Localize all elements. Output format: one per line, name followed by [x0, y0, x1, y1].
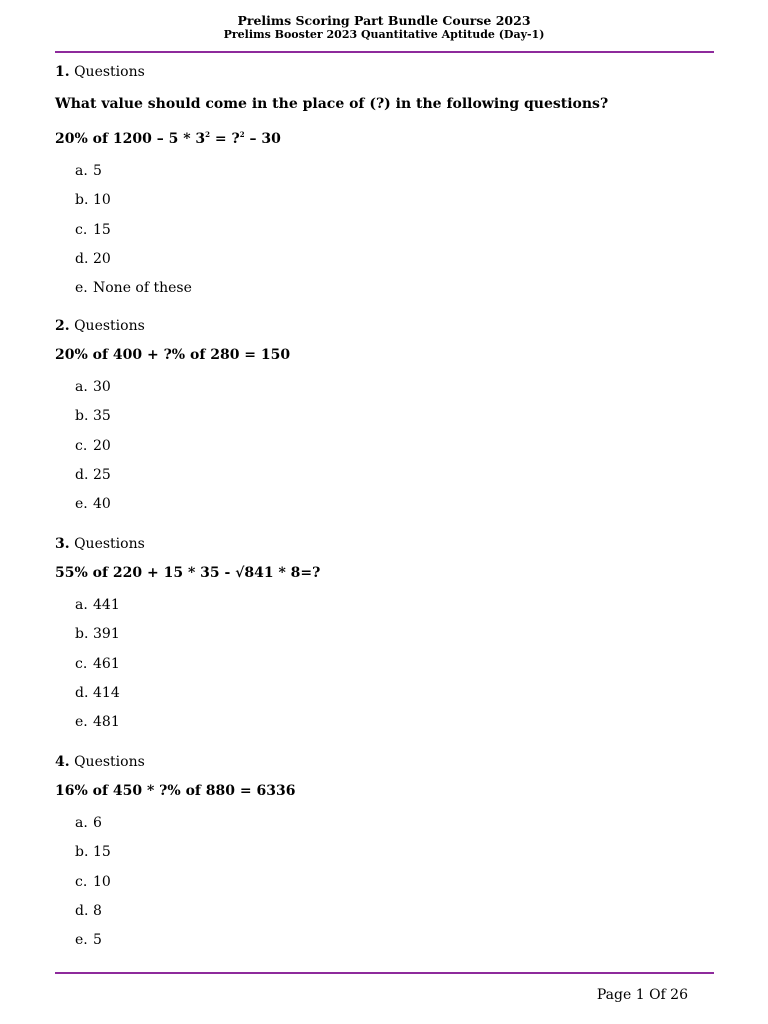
exponent: 2 — [239, 130, 245, 139]
option-letter: a. — [75, 163, 88, 179]
option-letter: d. — [75, 902, 89, 919]
option-text: 15 — [93, 221, 111, 238]
question-2 — [55, 317, 715, 524]
option-a[interactable] — [55, 596, 715, 625]
question-expression: 55% of 220 + 15 * 35 - √841 * 8=? — [55, 565, 321, 581]
question-heading — [55, 753, 715, 771]
option-c[interactable] — [55, 873, 715, 902]
option-letter: b. — [75, 408, 89, 425]
option-letter: a. — [75, 597, 88, 613]
option-text: 10 — [93, 192, 111, 209]
expression-part: – 30 — [244, 131, 281, 147]
footer-divider — [55, 972, 714, 974]
option-text: 461 — [93, 655, 120, 672]
option-c[interactable] — [55, 655, 715, 684]
course-subtitle: Prelims Booster 2023 Quantitative Aptitude (Day-1) — [223, 28, 545, 41]
option-text: 35 — [93, 408, 111, 425]
page-number: Page 1 Of 26 — [596, 987, 688, 1003]
option-letter: e. — [75, 496, 88, 512]
page-header — [0, 13, 768, 41]
option-text: 6 — [93, 815, 102, 831]
option-text: 5 — [93, 163, 102, 179]
question-number: 4. — [55, 754, 70, 770]
option-letter: d. — [75, 684, 89, 701]
option-b[interactable] — [55, 843, 715, 872]
course-title: Prelims Scoring Part Bundle Course 2023 — [237, 13, 531, 28]
option-a[interactable] — [55, 162, 715, 191]
option-letter: c. — [75, 221, 88, 238]
question-label: Questions — [74, 536, 145, 552]
question-number: 3. — [55, 536, 70, 552]
question-3 — [55, 535, 715, 742]
expression-part: 20% of 1200 – 5 * 3 — [55, 131, 206, 147]
expression-part: = ? — [210, 131, 240, 147]
option-a[interactable] — [55, 814, 715, 843]
question-label: Questions — [74, 64, 145, 80]
options-list — [55, 814, 715, 960]
option-letter: c. — [75, 655, 88, 672]
question-heading — [55, 535, 715, 553]
option-c[interactable] — [55, 437, 715, 466]
option-text: 481 — [93, 714, 120, 730]
option-letter: b. — [75, 844, 89, 861]
option-text: None of these — [93, 280, 192, 296]
option-e[interactable] — [55, 279, 715, 308]
exponent: 2 — [205, 130, 211, 139]
option-letter: d. — [75, 250, 89, 267]
option-letter: b. — [75, 626, 89, 643]
option-text: 5 — [93, 932, 102, 948]
option-letter: c. — [75, 873, 88, 890]
question-label: Questions — [74, 318, 145, 334]
question-4 — [55, 753, 715, 960]
question-label: Questions — [74, 754, 145, 770]
question-number: 1. — [55, 64, 70, 80]
option-text: 15 — [93, 844, 111, 861]
option-text: 40 — [93, 496, 111, 512]
question-heading — [55, 63, 715, 81]
option-b[interactable] — [55, 407, 715, 436]
option-letter: c. — [75, 437, 88, 454]
option-a[interactable] — [55, 378, 715, 407]
option-letter: d. — [75, 466, 89, 483]
option-letter: e. — [75, 280, 88, 296]
question-expression — [55, 130, 715, 148]
option-text: 30 — [93, 379, 111, 395]
option-c[interactable] — [55, 221, 715, 250]
question-number: 2. — [55, 318, 70, 334]
option-letter: b. — [75, 192, 89, 209]
option-letter: a. — [75, 379, 88, 395]
option-e[interactable] — [55, 931, 715, 960]
header-divider — [55, 51, 714, 53]
option-text: 20 — [93, 437, 111, 454]
option-letter: a. — [75, 815, 88, 831]
options-list — [55, 162, 715, 308]
option-e[interactable] — [55, 495, 715, 524]
option-text: 441 — [93, 597, 120, 613]
option-d[interactable] — [55, 250, 715, 279]
option-d[interactable] — [55, 902, 715, 931]
question-instruction: What value should come in the place of (?) in the following questions? — [55, 96, 609, 112]
option-b[interactable] — [55, 191, 715, 220]
question-expression: 16% of 450 * ?% of 880 = 6336 — [55, 783, 296, 799]
option-text: 391 — [93, 626, 120, 643]
options-list — [55, 596, 715, 742]
question-expression: 20% of 400 + ?% of 280 = 150 — [55, 347, 291, 363]
question-1 — [55, 63, 715, 308]
option-text: 20 — [93, 250, 111, 267]
option-text: 10 — [93, 873, 111, 890]
option-text: 8 — [93, 902, 102, 919]
option-b[interactable] — [55, 625, 715, 654]
option-letter: e. — [75, 714, 88, 730]
option-letter: e. — [75, 932, 88, 948]
option-text: 25 — [93, 466, 111, 483]
question-heading — [55, 317, 715, 335]
option-d[interactable] — [55, 684, 715, 713]
option-text: 414 — [93, 684, 120, 701]
options-list — [55, 378, 715, 524]
option-d[interactable] — [55, 466, 715, 495]
option-e[interactable] — [55, 713, 715, 742]
